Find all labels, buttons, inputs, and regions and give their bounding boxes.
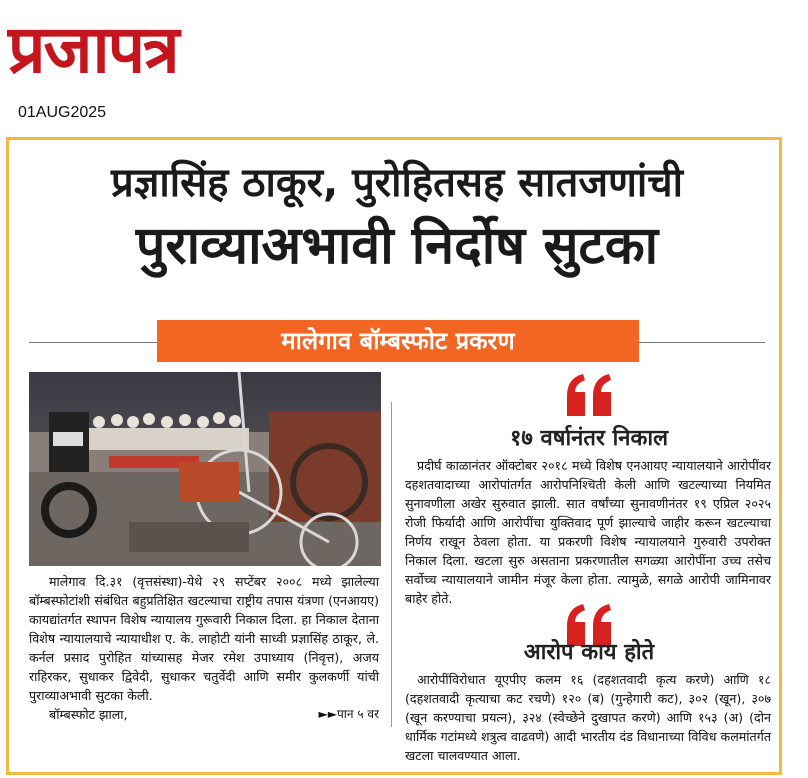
section1-body: प्रदीर्घ काळानंतर ऑक्टोबर २०१८ मध्ये विशेष एनआयए न्यायालयाने आरोपींवर दहशतवादाच्या आरोपांतर्गत आरोपनिश्चिती केली आणि खटल्याच्या नियमित सुनावणीला अखेर सुरुवात झाली. सात वर्षांच्या सुनावणीनंतर १९ एप्रिल २०२५ रोजी फिर्यादी आणि आरोपींचा युक्तिवाद पूर्ण झाल्याचे जाहीर करून खटल्याचा निर्णय राखून ठेवला होता. या प्रकरणी विशेष न्यायालयाने गुरुवारी उपरोक्त निकाल दिला. खटला सुरु असताना प्रकरणातील सगळ्या आरोपींना उच्च तसेच सर्वोच्च न्यायालयाने जामीन मंजूर केला होता. त्यामुळे, सगळे आरोपी जामिनावर बाहेर होते.: [405, 458, 771, 606]
left-article-body: मालेगाव दि.३१ (वृत्तसंस्था)-येथे २९ सप्टेंबर २००८ मध्ये झालेल्या बॉम्बस्फोटांशी संबंधित बहुप्रतिक्षित खटल्याचा राष्ट्रीय तपास यंत्रणा (एनआयए) कायद्यांतर्गत स्थापन विशेष न्यायालय गुरूवारी निकाल दिला. हा निकाल देताना विशेष न्यायालयाचे न्यायाधीश ए. के. लाहोटी यांनी साध्वी प्रज्ञासिंह ठाकूर, ले. कर्नल प्रसाद पुरोहित यांच्यासह मेजर रमेश उपाध्याय (निवृत्त), अजय राहिरकर, सुधाकर द्विवेदी, सुधाकर चतुर्वेदी आणि समीर कुलकर्णी यांची पुराव्याअभावी सुटका केली.: [29, 574, 379, 703]
section2-body: आरोपींविरोधात यूएपीए कलम १६ (दहशतवादी कृत्य करणे) आणि १८ (दहशतवादी कृत्याचा कट रचणे) १२० (ब) (गुन्हेगारी कट), ३०२ (खून), ३०७ (खून करण्याचा प्रयत्न), ३२४ (स्वेच्छेने दुखापत करणे) आणि १५३ (अ) (दोन धार्मिक गटांमध्ये शत्रुत्व वाढवणे) आदी भारतीय दंड विधानाच्या विविध कलमांतर्गत खटला चालवण्यात आला.: [405, 672, 771, 763]
left-article: [29, 572, 379, 724]
section2-body-wrap: [405, 670, 771, 765]
banner-rule-right: [639, 342, 765, 343]
headline-line-1: प्रज्ञासिंह ठाकूर, पुरोहितसह सातजणांची: [110, 160, 684, 206]
issue-date: 01AUG2025: [18, 104, 107, 121]
left-article-tail-row: [29, 705, 379, 724]
masthead-title: प्रजापत्र: [8, 11, 178, 88]
continued-link[interactable]: ►►पान ५ वर: [318, 707, 379, 721]
section1-title: १७ वर्षानंतर निकाल: [509, 426, 668, 451]
left-article-tail: बॉम्बस्फोट झाला,: [49, 707, 128, 722]
news-photo: [29, 372, 381, 566]
article-frame: [6, 137, 782, 775]
section-banner: मालेगाव बॉम्बस्फोट प्रकरण: [157, 320, 639, 362]
blast-scene-photo: [29, 372, 381, 566]
section2-title: आरोप काय होते: [523, 640, 655, 665]
masthead: [8, 2, 308, 98]
section1-body-wrap: [405, 456, 771, 608]
banner-rule-left: [29, 342, 157, 343]
headline-line-2: पुराव्याअभावी निर्दोष सुटका: [135, 216, 659, 276]
quote-icon: [565, 372, 617, 416]
column-divider: [391, 402, 392, 727]
arrow-icon: ►►: [318, 707, 337, 721]
